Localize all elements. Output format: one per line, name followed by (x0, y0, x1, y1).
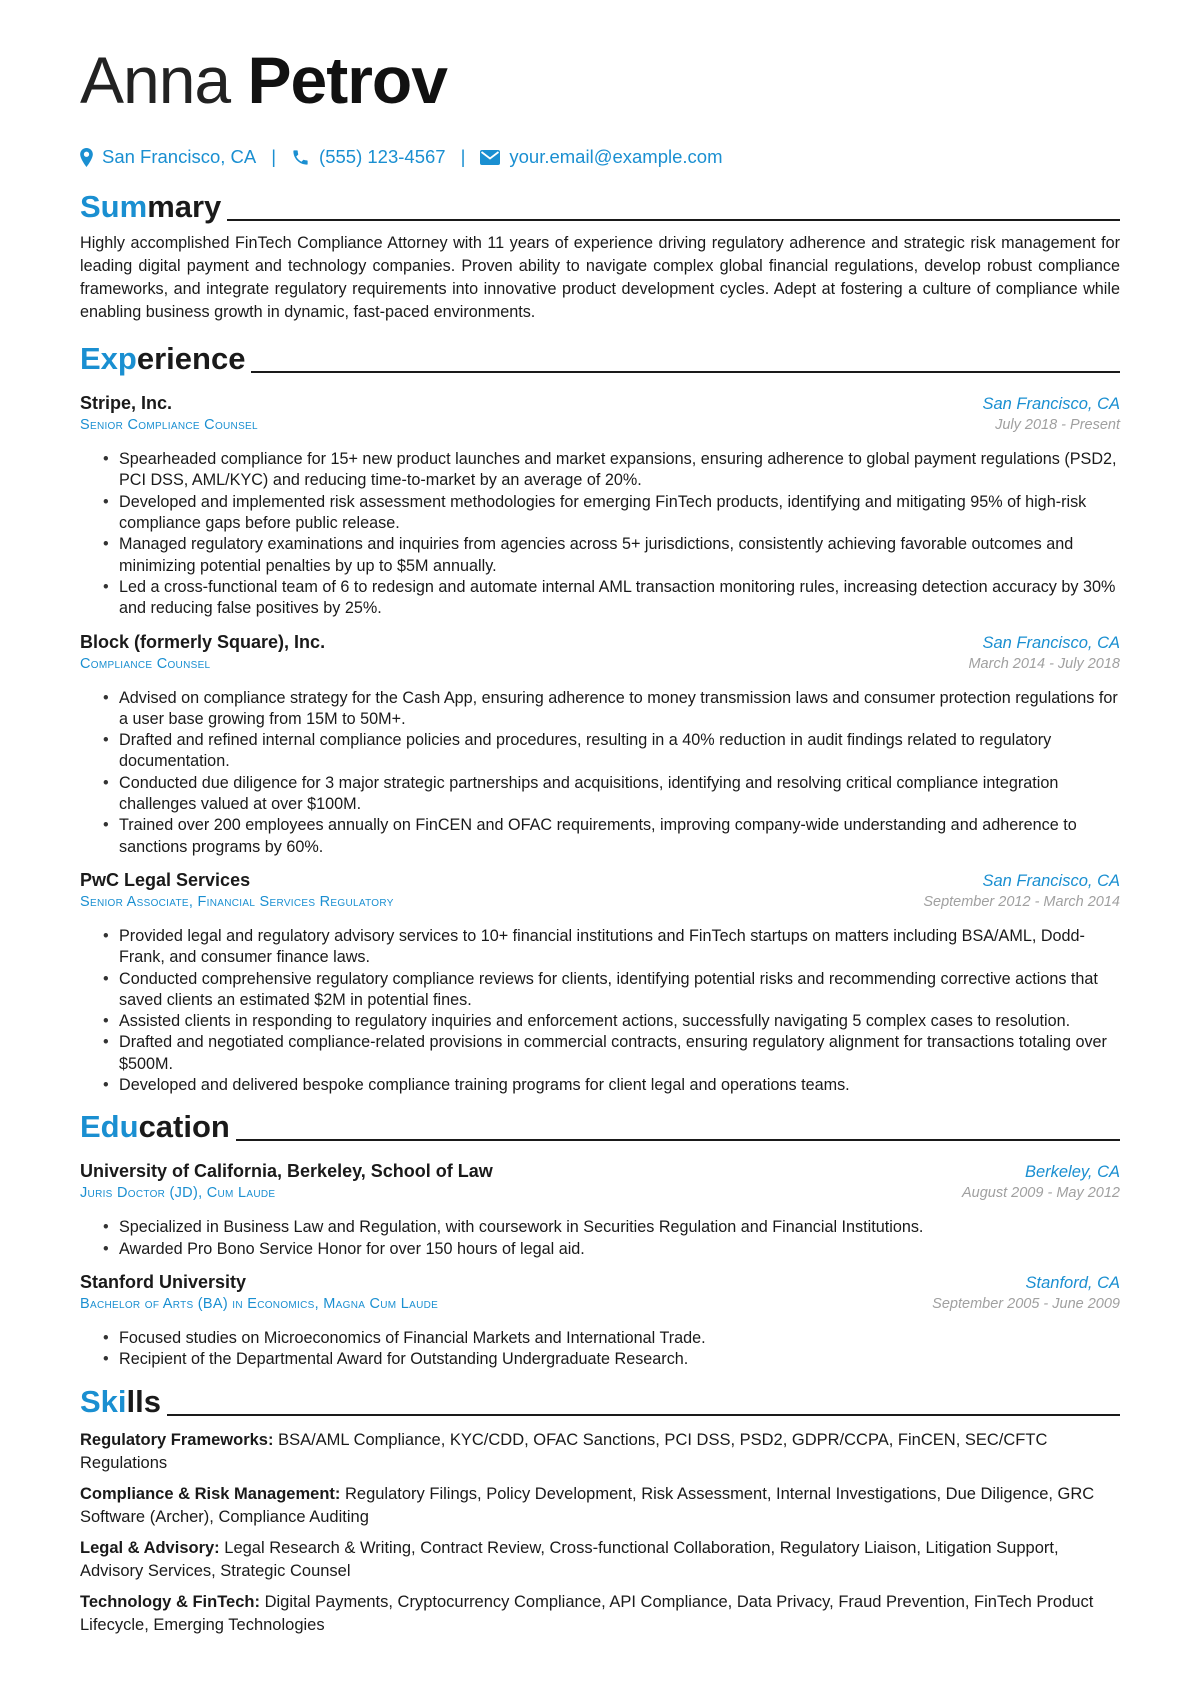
achievement-item: • Managed regulatory examinations and inquiries from agencies across 5+ jurisdictions, consistently achieving favorable outcomes and minimizing potential penalties by up to $5M annually. (119, 534, 1120, 577)
employer-name: Block (formerly Square), Inc. (80, 631, 326, 652)
phone-icon (291, 148, 310, 167)
job-location: San Francisco, CA (982, 633, 1120, 652)
achievement-item: • Spearheaded compliance for 15+ new product launches and market expansions, ensuring adherence to global payment regulations (PSD2, PCI DSS, AML/KYC) and reducing time-to-market by an average of 20%. (119, 449, 1120, 492)
achievement-item: • Trained over 200 employees annually on FinCEN and OFAC requirements, improving company-wide understanding and adherence to sanctions programs by 60%. (119, 815, 1120, 858)
achievement-item: • Advised on compliance strategy for the Cash App, ensuring adherence to money transmission laws and consumer protection regulations for a user base growing from 15M to 50M+. (119, 688, 1120, 731)
skills-list (80, 1429, 1120, 1637)
contact-phone[interactable] (291, 146, 446, 168)
section-title-rest: mary (147, 189, 222, 224)
envelope-icon (480, 150, 500, 165)
contact-email[interactable] (480, 146, 722, 168)
achievement-item: • Awarded Pro Bono Service Honor for over 150 hours of legal aid. (119, 1239, 1120, 1260)
skill-values: Regulatory Filings, Policy Development, Risk Assessment, Internal Investigations, Due Diligence, GRC Software (Archer), Compliance Auditing (80, 1484, 1095, 1526)
job-location: San Francisco, CA (982, 871, 1120, 890)
section-divider (251, 371, 1120, 373)
achievement-item: • Developed and implemented risk assessment methodologies for emerging FinTech products, identifying and mitigating 95% of high-risk compliance gaps before public release. (119, 492, 1120, 535)
contact-bar (80, 144, 1120, 170)
phone-text: (555) 123-4567 (319, 146, 446, 167)
contact-location (80, 146, 256, 168)
skill-values: BSA/AML Compliance, KYC/CDD, OFAC Sanctions, PCI DSS, PSD2, GDPR/CCPA, FinCEN, SEC/CFTC Regulations (80, 1430, 1048, 1472)
first-name: Anna (80, 43, 231, 117)
skill-values: Legal Research & Writing, Contract Review, Cross-functional Collaboration, Regulatory Liaison, Litigation Support, Advisory Services, Strategic Counsel (80, 1538, 1059, 1580)
education-heading (80, 1108, 1120, 1146)
achievement-item: • Conducted comprehensive regulatory compliance reviews for clients, identifying potential risks and recommending corrective actions that saved clients an estimated $2M in potential fines. (119, 969, 1120, 1012)
candidate-name (80, 40, 1120, 120)
achievement-list (80, 1217, 1120, 1260)
achievement-item: • Focused studies on Microeconomics of Financial Markets and International Trade. (119, 1328, 1120, 1349)
achievement-item: • Specialized in Business Law and Regulation, with coursework in Securities Regulation and Financial Institutions. (119, 1217, 1120, 1238)
experience-entry (80, 632, 1120, 858)
skill-category: Regulatory Frameworks: (80, 1430, 274, 1449)
achievement-item: • Conducted due diligence for 3 major strategic partnerships and acquisitions, identifying and resolving critical compliance integration challenges valued at over $100M. (119, 773, 1120, 816)
skill-category: Technology & FinTech: (80, 1592, 260, 1611)
resume-page (80, 40, 1120, 1637)
school-name: University of California, Berkeley, School of Law (80, 1161, 493, 1182)
contact-separator: | (271, 146, 277, 167)
section-divider (227, 219, 1120, 221)
skill-values: Digital Payments, Cryptocurrency Compliance, API Compliance, Data Privacy, Fraud Prevention, FinTech Product Lifecycle, Emerging Technologies (80, 1592, 1094, 1634)
employer-name: PwC Legal Services (80, 869, 251, 890)
section-title-rest: lls (126, 1383, 161, 1419)
section-divider (167, 1414, 1120, 1416)
degree: Bachelor of Arts (BA) in Economics, Magna Cum Laude (80, 1295, 439, 1312)
job-title: Senior Compliance Counsel (80, 417, 258, 434)
skill-group (80, 1537, 1120, 1583)
skill-group (80, 1483, 1120, 1529)
achievement-list (80, 688, 1120, 858)
degree: Juris Doctor (JD), Cum Laude (80, 1185, 276, 1202)
study-dates: August 2009 - May 2012 (962, 1185, 1120, 1202)
section-title-rest: erience (136, 341, 246, 377)
education-entry (80, 1272, 1120, 1371)
achievement-item: • Assisted clients in responding to regulatory inquiries and enforcement actions, successfully navigating 5 complex cases to resolution. (119, 1011, 1120, 1032)
email-text: your.email@example.com (509, 146, 723, 167)
achievement-item: • Developed and delivered bespoke compliance training programs for client legal and operations teams. (119, 1075, 1120, 1096)
location-text: San Francisco, CA (102, 146, 257, 167)
contact-separator: | (460, 146, 466, 167)
skill-category: Legal & Advisory: (80, 1538, 220, 1557)
achievement-item: • Drafted and negotiated compliance-related provisions in commercial contracts, ensuring regulatory alignment for transactions totaling over $500M. (119, 1032, 1120, 1075)
study-dates: September 2005 - June 2009 (932, 1295, 1120, 1312)
achievement-item: • Recipient of the Departmental Award for Outstanding Undergraduate Research. (119, 1349, 1120, 1370)
job-dates: July 2018 - Present (995, 417, 1120, 434)
achievement-item: • Drafted and refined internal compliance policies and procedures, resulting in a 40% reduction in audit findings related to regulatory documentation. (119, 730, 1120, 773)
achievement-item: • Led a cross-functional team of 6 to redesign and automate internal AML transaction monitoring rules, increasing detection accuracy by 30% and reducing false positives by 25%. (119, 577, 1120, 620)
achievement-list (80, 1328, 1120, 1371)
last-name: Petrov (247, 43, 447, 117)
section-title-accent: Exp (80, 341, 137, 377)
school-location: Stanford, CA (1025, 1273, 1120, 1292)
section-title-accent: Sum (80, 189, 148, 224)
skills-heading (80, 1383, 1120, 1421)
section-title-accent: Ski (80, 1383, 127, 1419)
skill-group (80, 1591, 1120, 1637)
experience-entry (80, 393, 1120, 619)
achievement-list (80, 449, 1120, 619)
education-entry (80, 1161, 1120, 1260)
section-title-rest: cation (138, 1109, 230, 1145)
achievement-item: • Provided legal and regulatory advisory services to 10+ financial institutions and FinTech startups on matters including BSA/AML, Dodd-Frank, and consumer finance laws. (119, 926, 1120, 969)
job-dates: March 2014 - July 2018 (968, 655, 1120, 672)
summary-text: Highly accomplished FinTech Compliance Attorney with 11 years of experience driving regulatory adherence and strategic risk management for leading digital payment and technology companies. Proven ability to navigate complex global financial regulations, develop robust compliance frameworks, and integrate regulatory requirements into innovative product development cycles. Adept at fostering a culture of compliance while enabling business growth in dynamic, fast-paced environments. (80, 234, 1120, 321)
school-name: Stanford University (80, 1271, 247, 1292)
section-divider (236, 1139, 1120, 1141)
skill-group (80, 1429, 1120, 1475)
map-marker-icon (80, 148, 93, 167)
skill-category: Compliance & Risk Management: (80, 1484, 341, 1503)
job-location: San Francisco, CA (982, 395, 1120, 414)
section-title-accent: Edu (80, 1109, 139, 1145)
job-title: Senior Associate, Financial Services Regulatory (80, 893, 394, 910)
experience-heading (80, 340, 1120, 378)
school-location: Berkeley, CA (1024, 1163, 1120, 1182)
job-dates: September 2012 - March 2014 (923, 893, 1120, 910)
summary-heading (80, 188, 1120, 226)
experience-entry (80, 870, 1120, 1096)
job-title: Compliance Counsel (80, 655, 211, 672)
achievement-list (80, 926, 1120, 1096)
employer-name: Stripe, Inc. (80, 393, 173, 414)
